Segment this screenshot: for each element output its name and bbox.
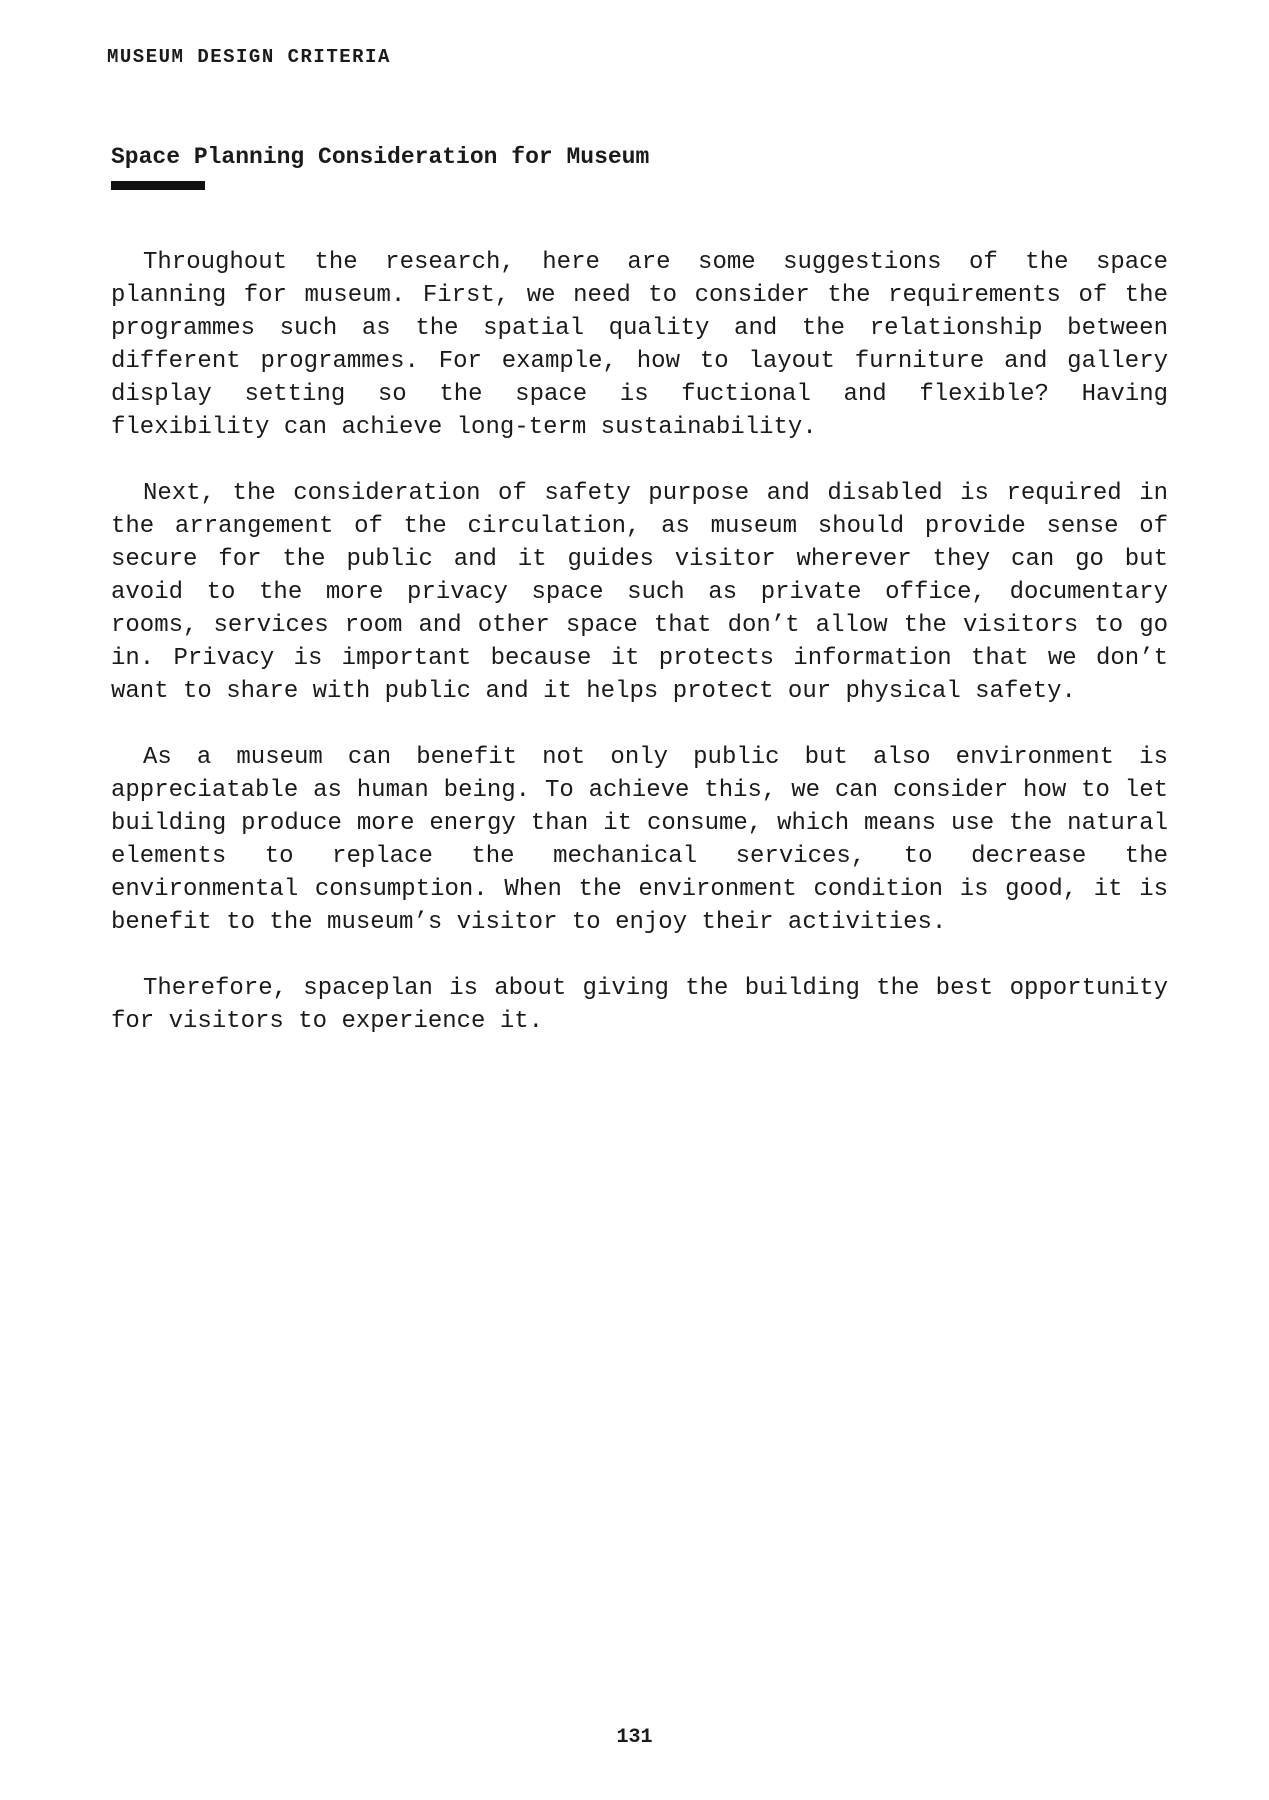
section-title: Space Planning Consideration for Museum [111,144,650,170]
body-text [111,246,1168,1071]
title-underline-bar [111,181,205,190]
page-number: 131 [616,1726,653,1749]
paragraph-planning-requirements: Throughout the research, here are some suggestions of the space planning for museum. First, we need to consider the requirements of the programmes such as the spatial quality and the relationship between different programmes. For example, how to layout furniture and gallery display setting so the space is fuctional and flexible? Having flexibility can achieve long-term sustainability. [111,249,1168,441]
paragraph-safety-privacy: Next, the consideration of safety purpose and disabled is required in the arrangement of the circulation, as museum should provide sense of secure for the public and it guides visitor wherever they can go but avoid to the more privacy space such as private office, documentary rooms, services room and other space that don’t allow the visitors to go in. Privacy is important because it protects information that we don’t want to share with public and it helps protect our physical safety. [111,480,1168,705]
paragraph-environment: As a museum can benefit not only public but also environment is appreciatable as human being. To achieve this, we can consider how to let building produce more energy than it consume, which means use the natural elements to replace the mechanical services, to decrease the environmental consumption. When the environment condition is good, it is benefit to the museum’s visitor to enjoy their activities. [111,744,1168,936]
running-header: MUSEUM DESIGN CRITERIA [107,46,391,68]
paragraph-conclusion: Therefore, spaceplan is about giving the building the best opportunity for visitors to experience it. [111,975,1168,1035]
